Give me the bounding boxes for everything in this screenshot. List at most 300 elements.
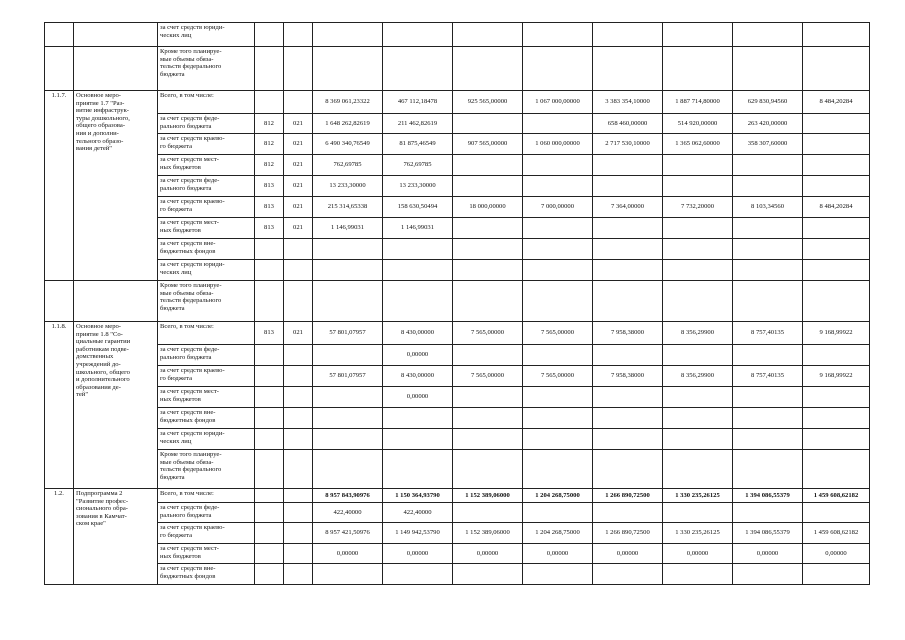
amount-year-5: [663, 260, 733, 281]
section-code: [284, 450, 313, 489]
amount-year-1: 81 875,46549: [383, 134, 453, 155]
amount-year-6: [733, 345, 803, 366]
section-code: [284, 345, 313, 366]
amount-total: [313, 429, 383, 450]
amount-year-1: 1 146,99031: [383, 218, 453, 239]
funding-source-label: за счет средств юриди- ческих лиц: [158, 429, 255, 450]
table-row: [45, 429, 870, 450]
amount-year-6: 263 420,00000: [733, 114, 803, 134]
amount-year-2: [453, 503, 523, 523]
table-row: [45, 503, 870, 523]
grbs-code: [255, 47, 284, 91]
amount-year-6: [733, 155, 803, 176]
amount-year-7: [803, 176, 870, 197]
funding-source-label: за счет средств феде- рального бюджета: [158, 176, 255, 197]
amount-year-6: [733, 503, 803, 523]
amount-year-3: [523, 408, 593, 429]
amount-year-4: [593, 345, 663, 366]
amount-year-7: 1 459 608,62182: [803, 523, 870, 544]
amount-year-5: [663, 176, 733, 197]
amount-year-1: [383, 47, 453, 91]
amount-year-7: [803, 345, 870, 366]
section-code: [284, 23, 313, 47]
item-number: 1.2.: [45, 489, 74, 585]
amount-total: [313, 47, 383, 91]
funding-source-label: за счет средств краево- го бюджета: [158, 366, 255, 387]
amount-year-5: 1 330 235,26125: [663, 523, 733, 544]
amount-total: [313, 239, 383, 260]
amount-year-3: [523, 429, 593, 450]
amount-year-5: [663, 450, 733, 489]
amount-year-3: 7 565,00000: [523, 366, 593, 387]
amount-year-7: 9 168,99922: [803, 366, 870, 387]
amount-year-1: 13 233,30000: [383, 176, 453, 197]
item-number: [45, 23, 74, 47]
table-row: [45, 544, 870, 564]
amount-year-3: [523, 23, 593, 47]
grbs-code: [255, 523, 284, 544]
funding-source-label: Кроме того планируе- мые объемы обяза- тельств федерального бюджета: [158, 281, 255, 322]
amount-year-6: [733, 408, 803, 429]
amount-year-6: [733, 387, 803, 408]
amount-year-7: [803, 564, 870, 585]
amount-year-7: [803, 23, 870, 47]
amount-year-6: 1 394 086,55379: [733, 489, 803, 503]
amount-year-4: 1 266 890,72500: [593, 523, 663, 544]
amount-year-2: [453, 564, 523, 585]
amount-year-5: 8 356,29900: [663, 366, 733, 387]
amount-year-2: 1 152 389,06000: [453, 489, 523, 503]
funding-source-label: за счет средств краево- го бюджета: [158, 523, 255, 544]
amount-year-4: 2 717 530,10000: [593, 134, 663, 155]
table-row: [45, 281, 870, 322]
amount-year-7: [803, 503, 870, 523]
grbs-code: 813: [255, 176, 284, 197]
amount-year-1: [383, 260, 453, 281]
amount-year-3: [523, 155, 593, 176]
amount-year-6: [733, 176, 803, 197]
section-code: [284, 408, 313, 429]
amount-year-2: [453, 218, 523, 239]
amount-year-6: 0,00000: [733, 544, 803, 564]
table-row: [45, 239, 870, 260]
amount-total: 57 801,07957: [313, 366, 383, 387]
section-code: [284, 387, 313, 408]
table-row: [45, 91, 870, 114]
amount-total: 8 957 843,90976: [313, 489, 383, 503]
amount-year-6: [733, 218, 803, 239]
amount-year-2: [453, 408, 523, 429]
measure-name: [74, 47, 158, 91]
section-code: 021: [284, 197, 313, 218]
amount-year-6: 8 757,40135: [733, 322, 803, 345]
funding-source-label: за счет средств мест- ных бюджетов: [158, 387, 255, 408]
table-row: [45, 387, 870, 408]
amount-total: 1 648 262,82619: [313, 114, 383, 134]
funding-source-label: за счет средств краево- го бюджета: [158, 134, 255, 155]
amount-year-5: 1 887 714,80000: [663, 91, 733, 114]
amount-year-4: [593, 239, 663, 260]
amount-year-7: [803, 155, 870, 176]
amount-year-2: 907 565,00000: [453, 134, 523, 155]
grbs-code: 812: [255, 114, 284, 134]
amount-total: 1 146,99031: [313, 218, 383, 239]
amount-year-5: [663, 503, 733, 523]
amount-year-3: 7 000,00000: [523, 197, 593, 218]
amount-year-5: [663, 387, 733, 408]
amount-year-1: 0,00000: [383, 544, 453, 564]
grbs-code: 812: [255, 155, 284, 176]
amount-year-5: [663, 281, 733, 322]
amount-year-4: 3 383 354,10000: [593, 91, 663, 114]
table-row: [45, 134, 870, 155]
amount-total: 762,69785: [313, 155, 383, 176]
amount-year-1: 422,40000: [383, 503, 453, 523]
section-code: [284, 239, 313, 260]
amount-year-4: [593, 176, 663, 197]
grbs-code: [255, 450, 284, 489]
amount-total: 13 233,30000: [313, 176, 383, 197]
amount-year-7: [803, 429, 870, 450]
amount-year-2: 0,00000: [453, 544, 523, 564]
section-code: 021: [284, 134, 313, 155]
amount-year-5: [663, 564, 733, 585]
grbs-code: 812: [255, 134, 284, 155]
amount-year-1: [383, 450, 453, 489]
amount-year-1: 158 630,50494: [383, 197, 453, 218]
amount-year-1: [383, 408, 453, 429]
table-row: [45, 197, 870, 218]
amount-total: [313, 260, 383, 281]
amount-year-4: [593, 387, 663, 408]
amount-year-5: [663, 218, 733, 239]
amount-year-6: 1 394 086,55379: [733, 523, 803, 544]
grbs-code: 813: [255, 218, 284, 239]
grbs-code: [255, 503, 284, 523]
amount-year-2: [453, 114, 523, 134]
amount-total: [313, 345, 383, 366]
measure-name: [74, 281, 158, 322]
amount-year-1: 1 149 942,53790: [383, 523, 453, 544]
grbs-code: [255, 429, 284, 450]
amount-year-4: [593, 564, 663, 585]
amount-year-3: [523, 260, 593, 281]
amount-year-1: [383, 564, 453, 585]
amount-year-5: [663, 23, 733, 47]
funding-source-label: за счет средств феде- рального бюджета: [158, 114, 255, 134]
item-number: 1.1.7.: [45, 91, 74, 281]
amount-year-2: [453, 23, 523, 47]
amount-year-6: [733, 47, 803, 91]
amount-year-3: [523, 450, 593, 489]
amount-year-5: [663, 345, 733, 366]
amount-year-2: [453, 260, 523, 281]
amount-year-7: 0,00000: [803, 544, 870, 564]
table-row: [45, 47, 870, 91]
section-code: [284, 260, 313, 281]
funding-source-label: за счет средств вне- бюджетных фондов: [158, 239, 255, 260]
amount-year-1: [383, 429, 453, 450]
table-row: [45, 322, 870, 345]
amount-total: 215 314,65338: [313, 197, 383, 218]
section-code: [284, 47, 313, 91]
amount-year-1: 467 112,18478: [383, 91, 453, 114]
section-code: [284, 429, 313, 450]
funding-source-label: Кроме того планируе- мые объемы обяза- тельств федерального бюджета: [158, 47, 255, 91]
table-row: [45, 523, 870, 544]
amount-year-6: 358 307,60000: [733, 134, 803, 155]
amount-year-4: [593, 450, 663, 489]
section-code: 021: [284, 176, 313, 197]
amount-year-3: [523, 503, 593, 523]
amount-year-7: 9 168,99922: [803, 322, 870, 345]
amount-year-6: [733, 23, 803, 47]
amount-year-4: [593, 47, 663, 91]
funding-source-label: за счет средств вне- бюджетных фондов: [158, 564, 255, 585]
amount-year-2: [453, 387, 523, 408]
amount-year-4: [593, 408, 663, 429]
amount-year-3: [523, 281, 593, 322]
amount-year-1: 1 150 364,93790: [383, 489, 453, 503]
amount-year-6: [733, 281, 803, 322]
amount-year-5: 1 330 235,26125: [663, 489, 733, 503]
amount-total: [313, 450, 383, 489]
budget-table: [44, 22, 870, 585]
amount-total: 6 490 340,76549: [313, 134, 383, 155]
amount-total: 8 957 421,50976: [313, 523, 383, 544]
amount-year-4: [593, 155, 663, 176]
amount-year-3: [523, 218, 593, 239]
amount-year-5: 0,00000: [663, 544, 733, 564]
amount-year-3: [523, 239, 593, 260]
amount-year-7: [803, 387, 870, 408]
amount-year-6: [733, 239, 803, 260]
amount-year-2: 7 565,00000: [453, 366, 523, 387]
section-code: 021: [284, 322, 313, 345]
amount-year-2: 18 000,00000: [453, 197, 523, 218]
amount-year-4: 0,00000: [593, 544, 663, 564]
amount-year-7: [803, 134, 870, 155]
amount-year-5: [663, 47, 733, 91]
amount-year-7: [803, 281, 870, 322]
funding-source-label: за счет средств мест- ных бюджетов: [158, 155, 255, 176]
amount-year-4: 7 364,00000: [593, 197, 663, 218]
amount-year-7: 8 484,20284: [803, 91, 870, 114]
measure-name: Основное меро- приятие 1.8 "Со- циальные гарантии работникам подве- домственных учреждений до- школьного, общего и дополнительного образования де- тей": [74, 322, 158, 489]
amount-year-3: 1 067 000,00000: [523, 91, 593, 114]
amount-year-6: [733, 260, 803, 281]
amount-year-5: [663, 239, 733, 260]
amount-year-7: [803, 450, 870, 489]
funding-source-label: за счет средств мест- ных бюджетов: [158, 218, 255, 239]
amount-year-7: 8 484,20284: [803, 197, 870, 218]
measure-name: Подпрограмма 2 "Развитие профес- сионального обра- зования в Камчат- ском крае": [74, 489, 158, 585]
amount-year-7: [803, 260, 870, 281]
grbs-code: [255, 260, 284, 281]
section-code: 021: [284, 218, 313, 239]
item-number: [45, 47, 74, 91]
amount-year-3: 1 204 268,75000: [523, 489, 593, 503]
amount-year-1: 762,69785: [383, 155, 453, 176]
table-row: [45, 564, 870, 585]
amount-year-6: 629 830,94560: [733, 91, 803, 114]
grbs-code: [255, 239, 284, 260]
section-code: [284, 489, 313, 503]
amount-year-3: 1 060 000,00000: [523, 134, 593, 155]
amount-year-7: [803, 114, 870, 134]
grbs-code: [255, 281, 284, 322]
amount-year-6: 8 103,34560: [733, 197, 803, 218]
amount-year-1: 8 430,00000: [383, 322, 453, 345]
grbs-code: [255, 345, 284, 366]
grbs-code: [255, 489, 284, 503]
funding-source-label: Всего, в том числе:: [158, 91, 255, 114]
funding-source-label: за счет средств вне- бюджетных фондов: [158, 408, 255, 429]
amount-year-4: [593, 281, 663, 322]
funding-source-label: за счет средств юриди- ческих лиц: [158, 260, 255, 281]
amount-year-3: [523, 564, 593, 585]
amount-year-5: [663, 155, 733, 176]
amount-year-4: [593, 218, 663, 239]
section-code: [284, 366, 313, 387]
grbs-code: 813: [255, 197, 284, 218]
amount-year-7: [803, 47, 870, 91]
amount-year-2: [453, 47, 523, 91]
amount-year-6: [733, 450, 803, 489]
amount-year-5: 7 732,20000: [663, 197, 733, 218]
grbs-code: [255, 387, 284, 408]
funding-source-label: за счет средств феде- рального бюджета: [158, 503, 255, 523]
amount-year-2: 1 152 389,06000: [453, 523, 523, 544]
measure-name: Основное меро- приятие 1.7 "Раз- витие инфраструк- туры дошкольного, общего образова- ния и дополни- тельного образо- вания детей": [74, 91, 158, 281]
table-body: [45, 23, 870, 585]
table-row: [45, 450, 870, 489]
table-row: [45, 176, 870, 197]
item-number: 1.1.8.: [45, 322, 74, 489]
amount-total: 422,40000: [313, 503, 383, 523]
funding-source-label: за счет средств юриди- ческих лиц: [158, 23, 255, 47]
amount-year-1: 8 430,00000: [383, 366, 453, 387]
amount-year-4: [593, 503, 663, 523]
funding-source-label: Всего, в том числе:: [158, 322, 255, 345]
amount-year-5: 1 365 062,60000: [663, 134, 733, 155]
grbs-code: [255, 544, 284, 564]
amount-year-6: [733, 429, 803, 450]
amount-total: [313, 23, 383, 47]
amount-year-4: 1 266 890,72500: [593, 489, 663, 503]
amount-year-3: 1 204 268,75000: [523, 523, 593, 544]
grbs-code: [255, 366, 284, 387]
amount-year-4: [593, 23, 663, 47]
amount-year-2: [453, 429, 523, 450]
amount-year-4: [593, 260, 663, 281]
amount-total: [313, 564, 383, 585]
amount-year-2: [453, 450, 523, 489]
funding-source-label: за счет средств феде- рального бюджета: [158, 345, 255, 366]
amount-year-2: [453, 281, 523, 322]
item-number: [45, 281, 74, 322]
section-code: [284, 523, 313, 544]
amount-year-3: [523, 114, 593, 134]
amount-year-1: 0,00000: [383, 387, 453, 408]
amount-year-3: 0,00000: [523, 544, 593, 564]
amount-total: 8 369 061,23322: [313, 91, 383, 114]
amount-year-5: 8 356,29900: [663, 322, 733, 345]
amount-total: [313, 408, 383, 429]
table-row: [45, 408, 870, 429]
amount-year-2: 7 565,00000: [453, 322, 523, 345]
section-code: [284, 564, 313, 585]
amount-year-7: 1 459 608,62182: [803, 489, 870, 503]
amount-total: 57 801,07957: [313, 322, 383, 345]
section-code: [284, 503, 313, 523]
amount-year-6: [733, 564, 803, 585]
amount-total: 0,00000: [313, 544, 383, 564]
section-code: [284, 544, 313, 564]
amount-year-3: 7 565,00000: [523, 322, 593, 345]
amount-year-1: [383, 239, 453, 260]
table-row: [45, 23, 870, 47]
amount-year-3: [523, 176, 593, 197]
amount-year-1: 211 462,82619: [383, 114, 453, 134]
table-row: [45, 114, 870, 134]
amount-year-4: 658 460,00000: [593, 114, 663, 134]
funding-source-label: Всего, в том числе:: [158, 489, 255, 503]
amount-year-2: [453, 345, 523, 366]
amount-year-5: [663, 429, 733, 450]
amount-year-1: [383, 23, 453, 47]
amount-year-2: [453, 155, 523, 176]
amount-year-4: 7 958,38000: [593, 322, 663, 345]
grbs-code: [255, 564, 284, 585]
funding-source-label: за счет средств краево- го бюджета: [158, 197, 255, 218]
table-row: [45, 366, 870, 387]
amount-year-4: [593, 429, 663, 450]
amount-year-3: [523, 47, 593, 91]
table-row: [45, 218, 870, 239]
table-row: [45, 155, 870, 176]
amount-year-5: 514 920,00000: [663, 114, 733, 134]
amount-year-2: [453, 176, 523, 197]
amount-year-2: [453, 239, 523, 260]
amount-total: [313, 281, 383, 322]
table-row: [45, 260, 870, 281]
table-row: [45, 345, 870, 366]
amount-year-4: 7 958,38000: [593, 366, 663, 387]
amount-year-1: [383, 281, 453, 322]
section-code: 021: [284, 155, 313, 176]
grbs-code: [255, 23, 284, 47]
amount-year-3: [523, 345, 593, 366]
section-code: [284, 281, 313, 322]
amount-year-5: [663, 408, 733, 429]
table-row: [45, 489, 870, 503]
section-code: 021: [284, 114, 313, 134]
amount-year-7: [803, 408, 870, 429]
section-code: [284, 91, 313, 114]
grbs-code: 813: [255, 322, 284, 345]
amount-year-1: 0,00000: [383, 345, 453, 366]
amount-year-2: 925 565,00000: [453, 91, 523, 114]
grbs-code: [255, 91, 284, 114]
grbs-code: [255, 408, 284, 429]
amount-year-3: [523, 387, 593, 408]
amount-year-6: 8 757,40135: [733, 366, 803, 387]
funding-source-label: Кроме того планируе- мые объемы обяза- тельств федерального бюджета: [158, 450, 255, 489]
amount-year-7: [803, 239, 870, 260]
amount-total: [313, 387, 383, 408]
measure-name: [74, 23, 158, 47]
